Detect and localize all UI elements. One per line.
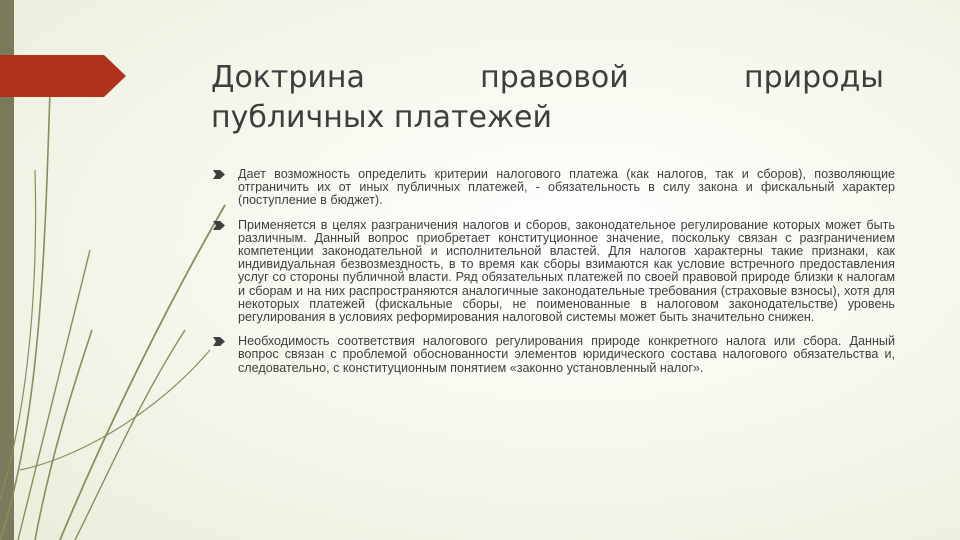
- title-line-2: публичных платежей: [211, 100, 552, 135]
- title-accent-flag: [0, 55, 126, 97]
- arrow-bullet-icon: [213, 220, 225, 231]
- title-word-2: правовой: [480, 60, 629, 95]
- arrow-bullet-icon: [213, 169, 225, 180]
- slide-title: [211, 58, 884, 138]
- bullet-text: Применяется в целях разграничения налогов и сборов, законодательное регулирование которых может быть различным. Данный вопрос приобретает конституционное значение, поскольку связан с разграничением компетенции законодательной и исполнительной властей. Для налогов характерны такие признаки, как индивидуальная безвозмездность, в то время как сборы взимаются как условие встречного предоставления услуг со стороны публичной власти. Ряд обязательных платежей по своей правовой природе близки к налогам и сборам и на них распространяются аналогичные законодательные требования (страховые взносы), хотя для некоторых платежей (фискальные сборы, не поименованные в налоговом законодательстве) уровень регулирования в условиях реформирования налоговой системы может быть значительно снижен.: [238, 217, 895, 325]
- title-word-3: природы: [744, 60, 884, 95]
- arrow-bullet-icon: [213, 336, 225, 347]
- bullet-list: [213, 168, 895, 386]
- flag-shape: [0, 55, 126, 97]
- bullet-text: Дает возможность определить критерии налогового платежа (как налогов, так и сборов), позволяющие отграничить их от иных публичных платежей, - обязательность в силу закона и фискальный характер (поступление в бюджет).: [238, 167, 895, 208]
- title-word-1: Доктрина: [211, 60, 365, 95]
- list-item: [213, 219, 895, 325]
- list-item: [213, 335, 895, 375]
- title-line-1: [211, 58, 884, 98]
- bullet-text: Необходимость соответствия налогового регулирования природе конкретного налога или сбора. Данный вопрос связан с проблемой обоснованности элементов юридического состава налогового обязательства и, следовательно, с конституционным понятием «законно установленный налог».: [238, 334, 895, 375]
- list-item: [213, 168, 895, 208]
